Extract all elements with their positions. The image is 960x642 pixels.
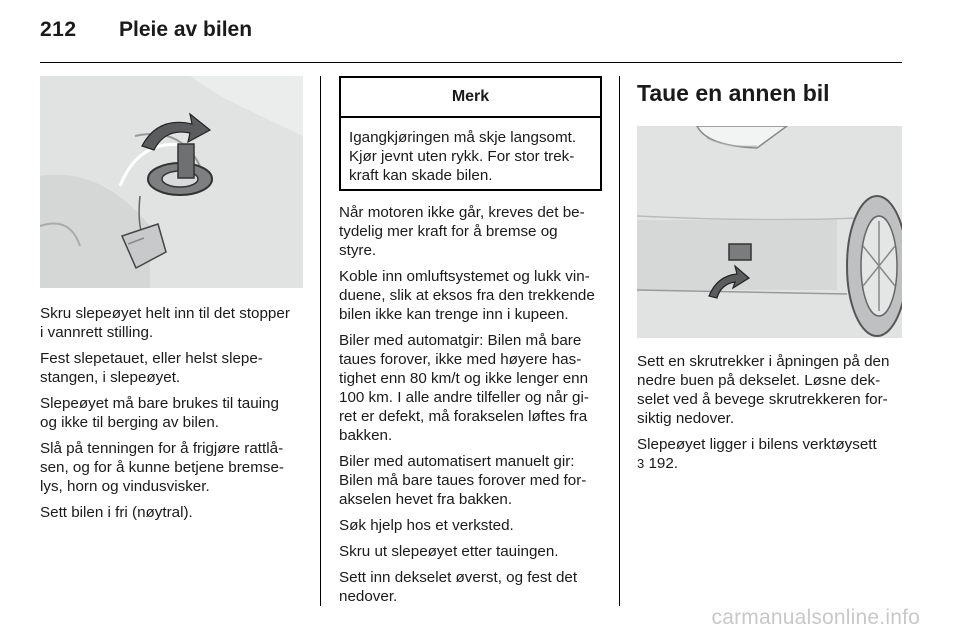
section-title: Taue en annen bil: [637, 80, 830, 106]
column-divider-right: [619, 76, 620, 606]
left-column: [40, 76, 303, 529]
column-divider-left: [320, 76, 321, 606]
paragraph: Sett bilen i fri (nøytral).: [40, 504, 193, 521]
paragraph: Skru ut slepeøyet etter tauingen.: [339, 543, 559, 560]
header-rule: [40, 62, 902, 63]
paragraph: Biler med automatisert manuelt gir: Bilen må bare taues forover med for- akselen hevet fra bakken.: [339, 453, 587, 508]
note-heading: Merk: [341, 78, 600, 118]
paragraph: Sett en skrutrekker i åpningen på den nedre buen på dekselet. Løsne dek- selet ved å bevege skrutrekkeren for- siktig nedover.: [637, 353, 890, 427]
note-body: Igangkjøringen må skje langsomt. Kjør jevnt uten rykk. For stor trek- kraft kan skade bilen.: [349, 129, 577, 184]
paragraph: Skru slepeøyet helt inn til det stopper i vannrett stilling.: [40, 305, 290, 341]
paragraph: Fest slepetauet, eller helst slepe- stangen, i slepeøyet.: [40, 350, 263, 386]
middle-column: [339, 76, 602, 613]
page-title: Pleie av bilen: [119, 18, 253, 41]
reference-paragraph: [637, 435, 902, 473]
paragraph: Søk hjelp hos et verksted.: [339, 517, 514, 534]
reference-page: 192.: [644, 455, 679, 472]
paragraph: Biler med automatgir: Bilen må bare taues forover, ikke med høyere has- tighet enn 80 km/t og ikke lenger enn 100 km. I alle andre tilfeller og når gi- ret er defekt, må forakselen løftes fra bakken.: [339, 332, 589, 444]
paragraph: Slå på tenningen for å frigjøre rattlå- sen, og for å kunne betjene bremse- lys, horn og vindusvisker.: [40, 440, 284, 495]
page-ref-arrow-icon: 3: [637, 456, 645, 471]
page-number: 212: [40, 18, 77, 41]
rear-bumper-illustration: [637, 126, 902, 338]
reference-text: Slepeøyet ligger i bilens verktøysett: [637, 436, 877, 453]
paragraph: Slepeøyet må bare brukes til tauing og ikke til berging av bilen.: [40, 395, 279, 431]
tow-eye-illustration: [40, 76, 303, 288]
paragraph: Koble inn omluftsystemet og lukk vin- duene, slik at eksos fra den trekkende bilen ikke kan trenge inn i kupeen.: [339, 268, 595, 323]
paragraph: Sett inn dekselet øverst, og fest det nedover.: [339, 569, 578, 605]
note-box: [339, 76, 602, 191]
paragraph: Når motoren ikke går, kreves det be- tydelig mer kraft for å bremse og styre.: [339, 204, 585, 259]
watermark: carmanualsonline.info: [711, 606, 920, 629]
right-column: [637, 76, 902, 480]
